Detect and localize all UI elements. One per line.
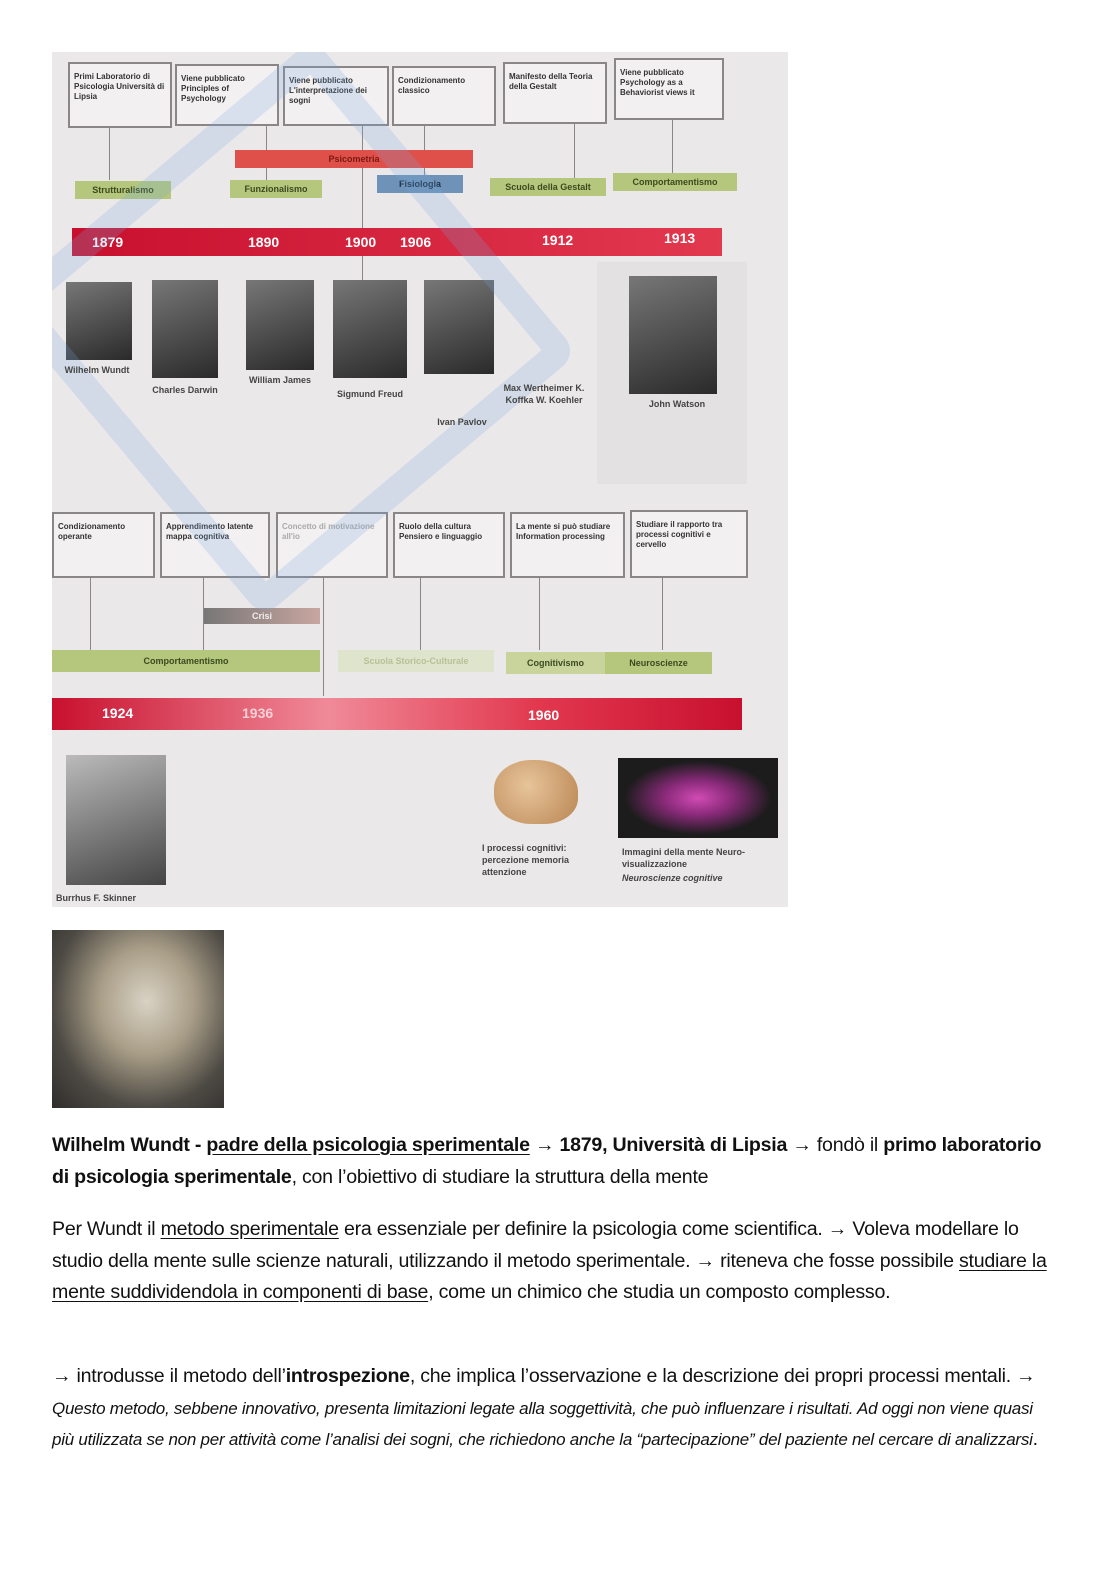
brain-image — [494, 760, 578, 824]
text: , con l’obiettivo di studiare la struttura della mente — [291, 1165, 709, 1188]
imaging-caption: Immagini della mente Neuro-visualizzazione — [622, 847, 746, 869]
text: → introdusse il metodo dell’ — [52, 1365, 286, 1387]
portrait-skinner — [66, 755, 166, 885]
underlined-text: padre della psicologia sperimentale — [206, 1134, 530, 1156]
tag-funzionalismo: Funzionalismo — [230, 180, 322, 198]
portrait-james — [246, 280, 314, 370]
timeline-box: La mente si può studiare Information processing — [510, 512, 625, 578]
psicometria-bar: Psicometria — [235, 150, 473, 168]
timeline-box: Condizionamento operante — [52, 512, 155, 578]
timeline-box: Condizionamento classico — [392, 66, 496, 126]
underlined-text: studiare la mente suddividendola in componenti di base — [52, 1249, 1047, 1303]
timeline-arrow-bottom — [52, 698, 742, 730]
portrait-freud — [333, 280, 407, 378]
year-label: 1913 — [664, 230, 696, 246]
bold-text: 1879, Università di Lipsia — [559, 1134, 788, 1156]
bold-text: primo laboratorio di psicologia sperimentale — [52, 1134, 1042, 1188]
text: era essenziale per definire la psicologia come scientifica. → Voleva modellare lo studio della mente sulle scienze naturali, utilizzando il metodo sperimentale. → riteneva che fosse possibile — [52, 1218, 1019, 1272]
tag-storico-culturale: Scuola Storico-Culturale — [338, 650, 494, 672]
wundt-portrait — [52, 930, 224, 1108]
portrait-caption: John Watson — [648, 399, 706, 409]
tag-comportamentismo-2: Comportamentismo — [52, 650, 320, 672]
bold-text: Wilhelm Wundt - — [52, 1134, 207, 1156]
portrait-watson — [629, 276, 717, 394]
paragraph-wundt-intro — [52, 1130, 1052, 1193]
timeline-box: Ruolo della cultura Pensiero e linguaggio — [393, 512, 505, 578]
tag-strutturalismo: Strutturalismo — [75, 181, 171, 199]
year-label: 1890 — [248, 234, 280, 250]
tag-neuroscienze: Neuroscienze — [605, 652, 712, 674]
year-label: 1906 — [400, 234, 432, 250]
text: , come un chimico che studia un composto complesso. — [428, 1281, 891, 1303]
tag-fisiologia: Fisiologia — [377, 175, 463, 193]
timeline-box: Primi Laboratorio di Psicologia Università di Lipsia — [68, 62, 172, 128]
year-label: 1912 — [542, 232, 574, 248]
timeline-box: Viene pubblicato Psychology as a Behaviorist views it — [614, 58, 724, 120]
crisi-bar: Crisi — [204, 608, 320, 624]
underlined-text: metodo sperimentale — [160, 1218, 339, 1240]
year-label: 1879 — [92, 234, 124, 250]
text: Per Wundt il — [52, 1218, 161, 1240]
timeline-arrow-top — [72, 228, 722, 256]
portrait-wundt — [66, 282, 132, 360]
timeline-box: Studiare il rapporto tra processi cognitivi e cervello — [630, 510, 748, 578]
paragraph-introspezione — [52, 1361, 1052, 1456]
portrait-caption: Charles Darwin — [152, 385, 218, 395]
tag-cognitivismo: Cognitivismo — [506, 652, 605, 674]
tag-comportamentismo: Comportamentismo — [613, 173, 737, 191]
paragraph-metodo — [52, 1214, 1052, 1309]
bold-text: introspezione — [285, 1365, 410, 1387]
text: → — [529, 1134, 560, 1156]
text: . — [1032, 1428, 1038, 1450]
portrait-caption: William James — [249, 375, 311, 385]
timeline-box: Apprendimento latente mappa cognitiva — [160, 512, 270, 578]
portrait-caption: Wilhelm Wundt — [64, 365, 130, 375]
portrait-darwin — [152, 280, 218, 378]
brain-imaging-image — [618, 758, 778, 838]
text: → fondò il — [787, 1134, 884, 1156]
year-label: 1936 — [242, 705, 274, 721]
timeline-box: Viene pubblicato L'interpretazione dei sogni — [283, 66, 389, 126]
portrait-caption: Sigmund Freud — [337, 389, 403, 399]
portrait-pavlov — [424, 280, 494, 374]
timeline-box: Manifesto della Teoria della Gestalt — [503, 62, 607, 124]
year-label: 1960 — [528, 707, 560, 723]
psychology-timeline-image — [52, 52, 788, 907]
year-label: 1924 — [102, 705, 134, 721]
portrait-caption: Max Wertheimer K. Koffka W. Koehler — [503, 383, 585, 405]
text: , che implica l’osservazione e la descrizione dei propri processi mentali. → — [409, 1365, 1036, 1387]
portrait-caption: Ivan Pavlov — [437, 417, 487, 427]
imaging-caption: Neuroscienze cognitive — [622, 873, 723, 883]
portrait-caption: Burrhus F. Skinner — [56, 893, 137, 903]
timeline-box: Concetto di motivazione all'io — [276, 512, 388, 578]
italic-text: Questo metodo, sebbene innovativo, presenta limitazioni legate alla soggettività, che può influenzare i risultati. Ad oggi non viene quasi più utilizzata se non per attività come l’analisi dei sogni, che richiedono anche la “partecipazione” del paziente nel cercare di analizzarsi — [52, 1398, 1033, 1449]
timeline-box: Viene pubblicato Principles of Psychology — [175, 64, 279, 126]
brain-caption: I processi cognitivi: percezione memoria attenzione — [482, 843, 570, 877]
tag-gestalt: Scuola della Gestalt — [490, 178, 606, 196]
year-label: 1900 — [345, 234, 377, 250]
